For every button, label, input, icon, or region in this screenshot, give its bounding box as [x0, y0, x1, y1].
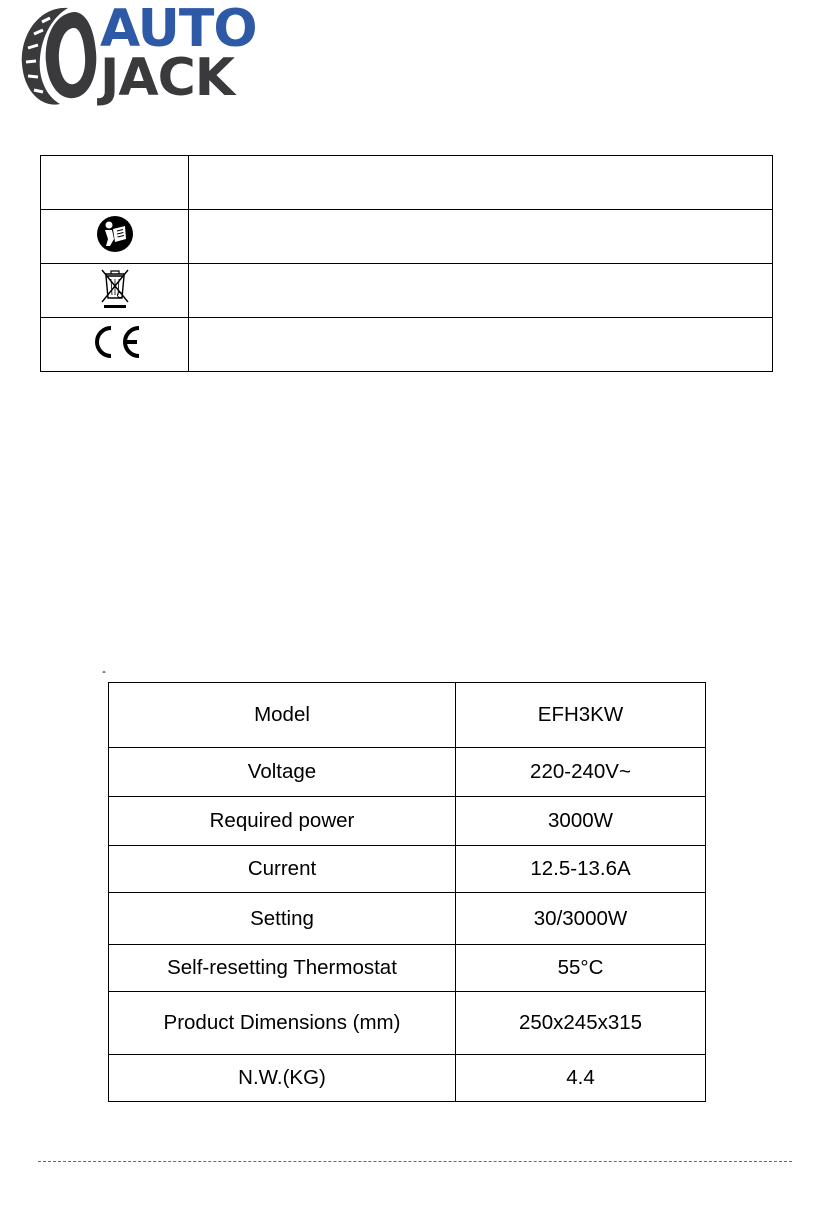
tyre-icon — [16, 4, 100, 108]
symbol-description — [189, 264, 773, 318]
spec-value: 4.4 — [456, 1055, 706, 1102]
symbol-description — [189, 318, 773, 372]
spec-label: Current — [109, 846, 456, 893]
specifications-table — [108, 682, 706, 1102]
spec-row-power — [109, 797, 706, 846]
spec-row-thermostat — [109, 945, 706, 992]
spec-value: 30/3000W — [456, 893, 706, 945]
spec-value: 55°C — [456, 945, 706, 992]
spec-row-dimensions — [109, 992, 706, 1055]
spec-label: Self-resetting Thermostat — [109, 945, 456, 992]
spec-row-weight — [109, 1055, 706, 1102]
ce-mark-icon — [85, 325, 145, 359]
spec-value: 220-240V~ — [456, 748, 706, 797]
symbol-cell — [41, 156, 189, 210]
logo-text-auto: AUTO — [100, 0, 257, 59]
spec-row-voltage — [109, 748, 706, 797]
symbol-cell — [41, 264, 189, 318]
spec-value: EFH3KW — [456, 683, 706, 748]
spec-row-setting — [109, 893, 706, 945]
brand-logo — [16, 0, 266, 108]
spec-row-current — [109, 846, 706, 893]
logo-text-jack: JACK — [100, 48, 235, 108]
symbol-cell — [41, 210, 189, 264]
symbols-row — [41, 264, 773, 318]
symbols-row — [41, 210, 773, 264]
spec-value: 250x245x315 — [456, 992, 706, 1055]
spec-label: Setting — [109, 893, 456, 945]
footer-divider — [38, 1161, 792, 1162]
spec-label: Model — [109, 683, 456, 748]
read-manual-icon — [96, 215, 134, 253]
symbol-description — [189, 210, 773, 264]
spec-row-model — [109, 683, 706, 748]
spec-value: 3000W — [456, 797, 706, 846]
spec-label: Required power — [109, 797, 456, 846]
spec-label: Product Dimensions (mm) — [109, 992, 456, 1055]
symbol-description — [189, 156, 773, 210]
symbol-cell — [41, 318, 189, 372]
symbols-header-row — [41, 156, 773, 210]
symbols-row — [41, 318, 773, 372]
symbols-table — [40, 155, 773, 372]
spec-value: 12.5-13.6A — [456, 846, 706, 893]
stray-dash: - — [102, 664, 106, 678]
spec-label: Voltage — [109, 748, 456, 797]
spec-label: N.W.(KG) — [109, 1055, 456, 1102]
weee-crossed-bin-icon — [99, 266, 131, 310]
